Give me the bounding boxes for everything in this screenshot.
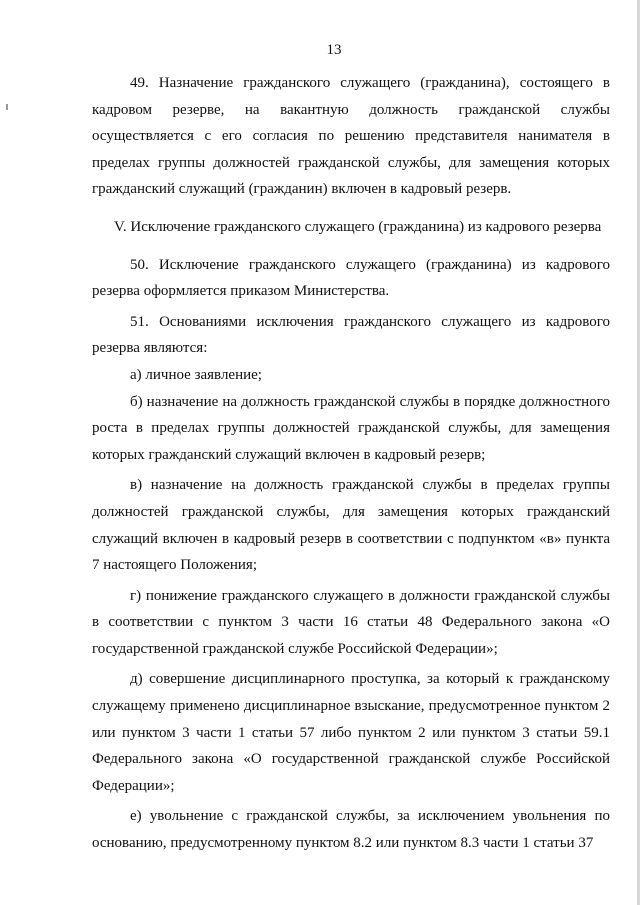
list-item-d: д) совершение дисциплинарного проступка, за который к гражданскому служащему применено дисциплинарное взыскание, предусмотренное пунктом 2 или пунктом 3 части 1 статьи 57 либо пунктом 2 или пунктом 3 статьи 59.1 Федерального закона «О государственной гражданской службе Российской Федерации»; [92,671,610,794]
list-item-a: а) личное заявление; [130,366,262,383]
scan-artifact [6,104,8,110]
paragraph-49: 49. Назначение гражданского служащего (гражданина), состоящего в кадровом резерве, на вакантную должность гражданской службы осуществляется с его согласия по решению представителя нанимателя в пределах группы должностей гражданской службы, для замещения которых гражданский служащий (гражданин) включен в кадровый резерв. [92,75,610,198]
list-item-v: в) назначение на должность гражданской службы в пределах группы должностей гражданской службы, для замещения которых гражданский служащий включен в кадровый резерв в соответствии с подпунктом «в» пункта 7 настоящего Положения; [92,477,610,574]
document-body [92,70,610,857]
paragraph-50: 50. Исключение гражданского служащего (гражданина) из кадрового резерва оформляется приказом Министерства. [92,256,610,300]
section-heading-v: V. Исключение гражданского служащего (гражданина) из кадрового резерва [114,218,602,235]
list-item-b: б) назначение на должность гражданской службы в порядке должностного роста в пределах группы должностей гражданской службы, для замещения которых гражданский служащий включен в кадровый резерв; [92,393,610,463]
page-number: 13 [326,42,342,58]
list-item-g: г) понижение гражданского служащего в должности гражданской службы в соответствии с пунктом 3 части 16 статьи 48 Федерального закона «О государственной гражданской службе Российской Федерации»; [92,587,610,657]
list-item-e: е) увольнение с гражданской службы, за исключением увольнения по основанию, предусмотренному пунктом 8.2 или пунктом 8.3 части 1 статьи 37 [92,808,610,852]
paragraph-51: 51. Основаниями исключения гражданского служащего из кадрового резерва являются: [92,313,610,357]
